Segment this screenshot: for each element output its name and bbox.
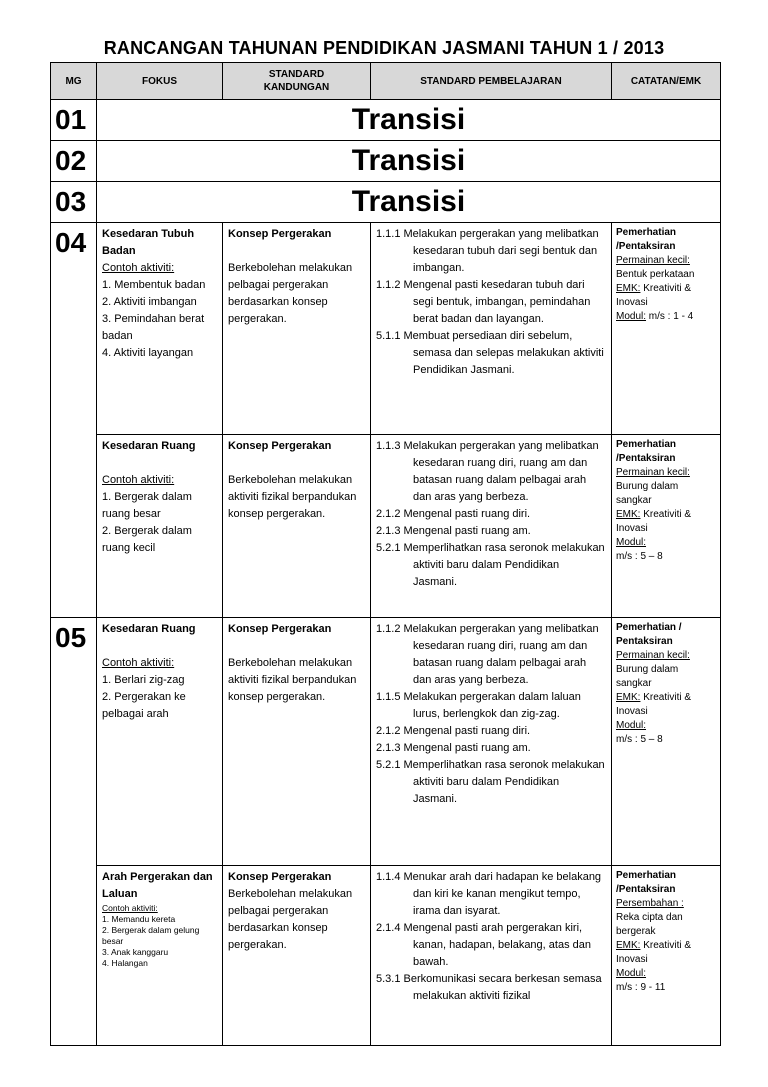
contoh-label: Contoh aktiviti:	[102, 657, 175, 669]
sp-item: 1.1.4 Menukar arah dari hadapan ke belakang dan kiri ke kanan mengikut tempo, irama dan isyarat.	[376, 871, 602, 917]
table-row	[51, 866, 721, 1046]
week-number: 03	[51, 182, 97, 223]
sk-text: Berkebolehan melakukan pelbagai pergerakan berdasarkan konsep pergerakan.	[228, 262, 353, 325]
aktiviti-item: 2. Aktiviti imbangan	[102, 296, 197, 308]
modul-text: m/s : 5 – 8	[616, 734, 663, 745]
sk-title: Konsep Pergerakan	[228, 440, 332, 452]
sp-item: 2.1.2 Mengenal pasti ruang diri.	[376, 508, 531, 520]
emk-text: Kreativiti & Inovasi	[616, 283, 692, 308]
header-row	[51, 63, 721, 100]
emk-label: EMK:	[616, 283, 641, 294]
fokus-title: Kesedaran Tubuh Badan	[102, 228, 195, 257]
note-activity: Bentuk perkataan	[616, 269, 695, 280]
page-title: RANCANGAN TAHUNAN PENDIDIKAN JASMANI TAHUN 1 / 2013	[103, 38, 665, 58]
contoh-label: Contoh aktiviti:	[102, 903, 158, 913]
header-fokus: FOKUS	[97, 63, 223, 100]
header-standard-pembelajaran: STANDARD PEMBELAJARAN	[371, 63, 612, 100]
table-row	[51, 618, 721, 866]
sp-item: 1.1.5 Melakukan pergerakan dalam laluan lurus, berlengkok dan zig-zag.	[376, 691, 581, 720]
note-activity-label: Permainan kecil:	[616, 255, 690, 266]
aktiviti-item: 3. Pemindahan berat badan	[102, 313, 205, 342]
sp-item: 2.1.2 Mengenal pasti ruang diri.	[376, 725, 531, 737]
note-activity: Reka cipta dan bergerak	[616, 912, 683, 937]
note-activity-label: Persembahan :	[616, 898, 684, 909]
sp-cell	[371, 866, 612, 1046]
note-emk	[616, 282, 716, 310]
aktiviti-item: 1. Memandu kereta	[102, 914, 176, 924]
transisi-row	[51, 141, 721, 182]
fokus-title: Kesedaran Ruang	[102, 440, 196, 452]
sp-cell	[371, 618, 612, 866]
transisi-label: Transisi	[97, 182, 721, 223]
aktiviti-item: 2. Bergerak dalam ruang kecil	[102, 525, 192, 554]
contoh-label: Contoh aktiviti:	[102, 474, 175, 486]
header-sk-line1: STANDARD	[268, 69, 325, 80]
modul-label: Modul:	[616, 537, 647, 548]
sk-title: Konsep Pergerakan	[228, 871, 332, 883]
header-sk-line2: KANDUNGAN	[263, 82, 330, 93]
fokus-cell	[97, 223, 223, 435]
emk-text: Kreativiti & Inovasi	[616, 940, 692, 965]
catatan-cell	[612, 618, 721, 866]
fokus-cell	[97, 618, 223, 866]
transisi-label: Transisi	[97, 141, 721, 182]
week-number	[51, 866, 97, 1046]
sk-text: Berkebolehan melakukan pelbagai pergerakan berdasarkan konsep pergerakan.	[228, 888, 353, 951]
fokus-cell	[97, 866, 223, 1046]
aktiviti-item: 1. Berlari zig-zag	[102, 674, 185, 686]
table-row	[51, 223, 721, 435]
sk-text: Berkebolehan melakukan aktiviti fizikal berpandukan konsep pergerakan.	[228, 657, 357, 703]
note-activity: Burung dalam sangkar	[616, 481, 679, 506]
aktiviti-item: 1. Bergerak dalam ruang besar	[102, 491, 192, 520]
modul-label: Modul:	[616, 311, 647, 322]
transisi-row	[51, 100, 721, 141]
sk-cell	[223, 618, 371, 866]
note-activity-label: Permainan kecil:	[616, 650, 690, 661]
header-standard-kandungan	[223, 63, 371, 100]
table-row	[51, 435, 721, 618]
aktiviti-item: 2. Pergerakan ke pelbagai arah	[102, 691, 186, 720]
modul-text: m/s : 1 - 4	[646, 311, 694, 322]
catatan-cell	[612, 866, 721, 1046]
note-activity: Burung dalam sangkar	[616, 664, 679, 689]
modul-text: m/s : 9 - 11	[616, 982, 666, 993]
week-number: 02	[51, 141, 97, 182]
sp-item: 1.1.2 Mengenal pasti kesedaran tubuh dari segi bentuk, imbangan, pemindahan berat badan dan layangan.	[376, 279, 591, 325]
note-activity-label: Permainan kecil:	[616, 467, 690, 478]
aktiviti-item: 1. Membentuk badan	[102, 279, 206, 291]
note-title: Pemerhatian / Pentaksiran	[616, 622, 682, 647]
week-number	[51, 435, 97, 618]
sk-title: Konsep Pergerakan	[228, 623, 332, 635]
modul-label: Modul:	[616, 968, 647, 979]
emk-text: Kreativiti & Inovasi	[616, 692, 692, 717]
sk-cell	[223, 435, 371, 618]
transisi-row	[51, 182, 721, 223]
emk-text: Kreativiti & Inovasi	[616, 509, 692, 534]
aktiviti-item: 4. Aktiviti layangan	[102, 347, 194, 359]
sp-item: 5.1.1 Membuat persediaan diri sebelum, semasa dan selepas melakukan aktiviti Pendidikan Jasmani.	[376, 330, 604, 376]
sp-item: 2.1.3 Mengenal pasti ruang am.	[376, 525, 531, 537]
sp-item: 2.1.4 Mengenal pasti arah pergerakan kiri, kanan, hadapan, belakang, atas dan bawah.	[376, 922, 591, 968]
sp-cell	[371, 223, 612, 435]
sp-item: 1.1.3 Melakukan pergerakan yang melibatkan kesedaran ruang diri, ruang am dan batasan ruang dalam pelbagai arah dan aras yang berbeza.	[376, 440, 599, 503]
sp-item: 5.2.1 Memperlihatkan rasa seronok melakukan aktiviti baru dalam Pendidikan Jasmani.	[376, 542, 605, 588]
note-emk	[616, 691, 716, 719]
sp-item: 5.3.1 Berkomunikasi secara berkesan semasa melakukan aktiviti fizikal	[376, 973, 602, 1002]
sp-item: 1.1.2 Melakukan pergerakan yang melibatkan kesedaran ruang diri, ruang am dan batasan ruang dalam pelbagai arah dan aras yang berbeza.	[376, 623, 599, 686]
modul-text: m/s : 5 – 8	[616, 551, 663, 562]
modul-label: Modul:	[616, 720, 647, 731]
sk-cell	[223, 866, 371, 1046]
plan-table	[50, 62, 721, 1046]
emk-label: EMK:	[616, 692, 641, 703]
sk-text: Berkebolehan melakukan aktiviti fizikal berpandukan konsep pergerakan.	[228, 474, 357, 520]
header-catatan: CATATAN/EMK	[612, 63, 721, 100]
sp-item: 1.1.1 Melakukan pergerakan yang melibatkan kesedaran tubuh dari segi bentuk dan imbangan.	[376, 228, 599, 274]
fokus-title: Arah Pergerakan dan Laluan	[102, 871, 213, 900]
aktiviti-item: 3. Anak kanggaru	[102, 947, 169, 957]
emk-label: EMK:	[616, 940, 641, 951]
note-emk	[616, 939, 716, 967]
fokus-title: Kesedaran Ruang	[102, 623, 196, 635]
aktiviti-item: 4. Halangan	[102, 958, 148, 968]
transisi-label: Transisi	[97, 100, 721, 141]
note-title: Pemerhatian /Pentaksiran	[616, 439, 677, 464]
sp-item: 2.1.3 Mengenal pasti ruang am.	[376, 742, 531, 754]
note-modul	[616, 310, 716, 324]
week-number: 01	[51, 100, 97, 141]
sk-cell	[223, 223, 371, 435]
contoh-label: Contoh aktiviti:	[102, 262, 175, 274]
aktiviti-item: 2. Bergerak dalam gelung besar	[102, 925, 200, 946]
note-emk	[616, 508, 716, 536]
catatan-cell	[612, 223, 721, 435]
week-number: 05	[51, 618, 97, 866]
week-number: 04	[51, 223, 97, 435]
emk-label: EMK:	[616, 509, 641, 520]
catatan-cell	[612, 435, 721, 618]
sp-cell	[371, 435, 612, 618]
header-mg: MG	[51, 63, 97, 100]
sp-item: 5.2.1 Memperlihatkan rasa seronok melakukan aktiviti baru dalam Pendidikan Jasmani.	[376, 759, 605, 805]
sk-title: Konsep Pergerakan	[228, 228, 332, 240]
fokus-cell	[97, 435, 223, 618]
note-title: Pemerhatian /Pentaksiran	[616, 227, 677, 252]
note-title: Pemerhatian /Pentaksiran	[616, 870, 677, 895]
